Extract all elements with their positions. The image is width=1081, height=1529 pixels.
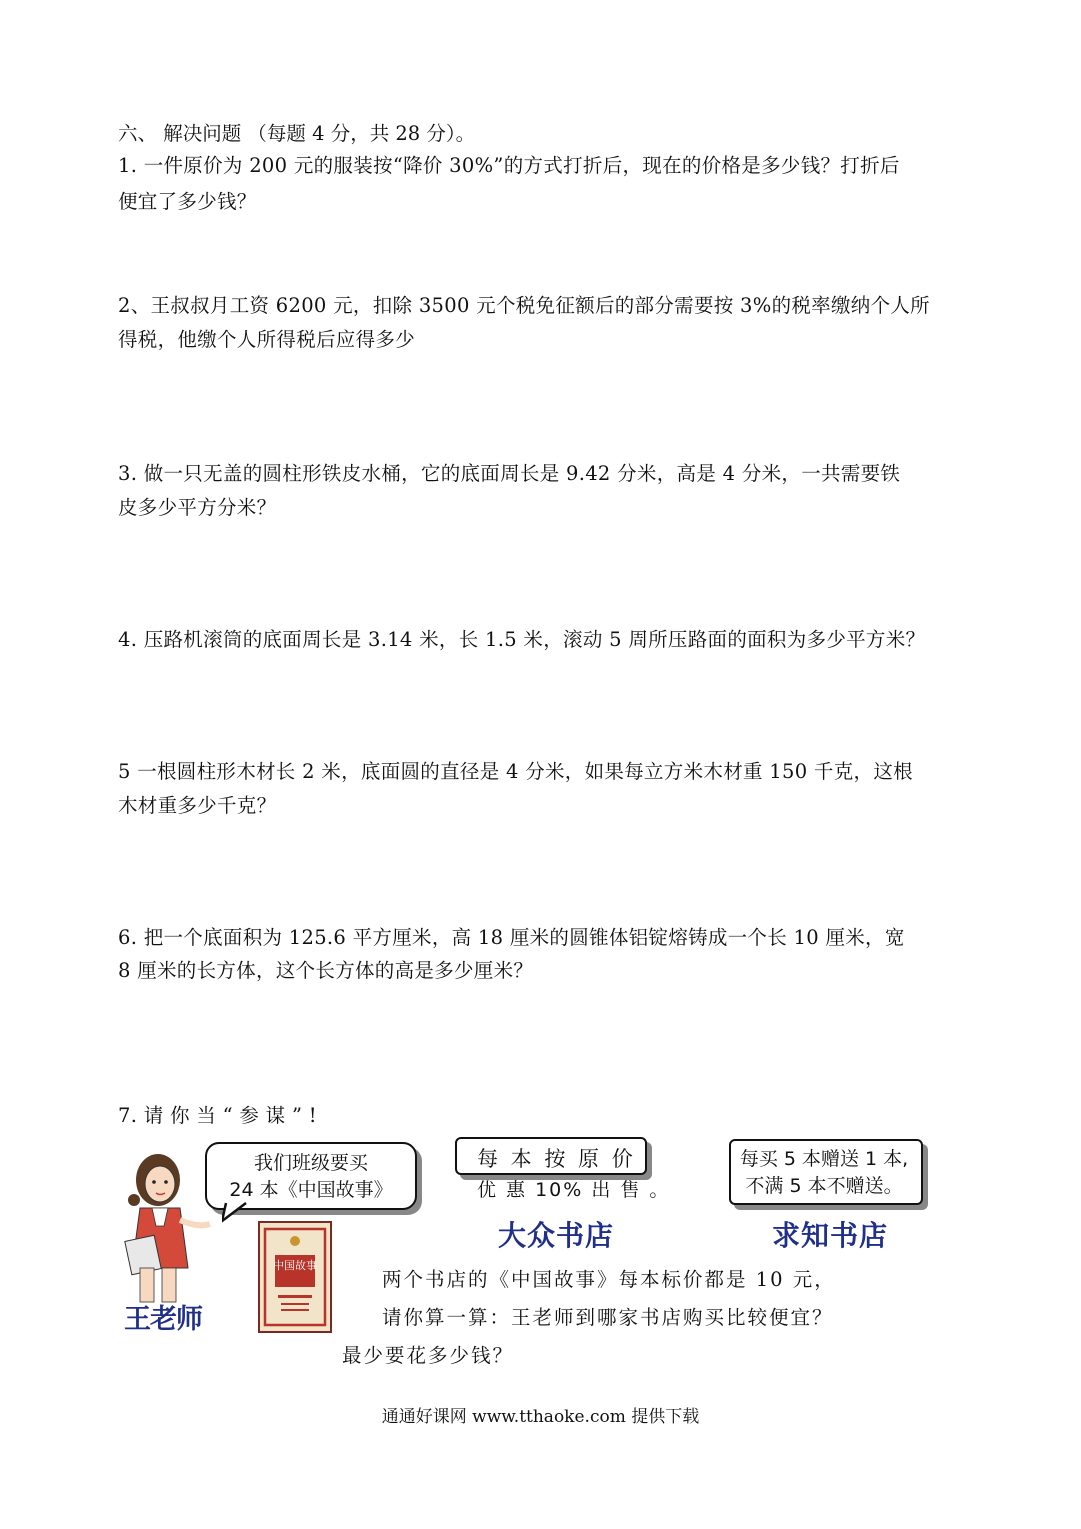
problem-5-line-1: 5 一根圆柱形木材长 2 米，底面圆的直径是 4 分米，如果每立方米木材重 150 千克，这根	[118, 760, 913, 783]
dazhong-sign-line-2: 优 惠 10% 出 售 。	[477, 1179, 671, 1201]
qiuzhi-store-name: 求知书店	[772, 1219, 889, 1252]
dazhong-store-name: 大众书店	[498, 1219, 615, 1252]
problem-4-line-1: 4. 压路机滚筒的底面周长是 3.14 米，长 1.5 米，滚动 5 周所压路面的面积为多少平方米？	[118, 628, 926, 651]
problem-7-title: 7. 请 你 当 “ 参 谋 ” !	[118, 1104, 317, 1127]
footer-text: 通通好课网 www.tthaoke.com 提供下载	[381, 1407, 700, 1427]
problem-6-line-2: 8 厘米的长方体，这个长方体的高是多少厘米？	[118, 959, 534, 982]
book-title-top: 中国故事	[273, 1259, 317, 1272]
problem-2-line-2: 得税，他缴个人所得税后应得多少	[118, 328, 416, 351]
problem-2-line-1: 2、王叔叔月工资 6200 元，扣除 3500 元个税免征额后的部分需要按 3%的税率缴纳个人所	[118, 294, 930, 317]
problem-7-text-line-2: 请你算一算：王老师到哪家书店购买比较便宜？	[382, 1306, 834, 1329]
problem-7-text-line-3: 最少要花多少钱？	[342, 1344, 515, 1367]
problem-1-line-2: 便宜了多少钱？	[118, 190, 257, 213]
section-title: 六、 解决问题 （每题 4 分，共 28 分）。	[118, 122, 476, 145]
problem-1-line-1: 1. 一件原价为 200 元的服装按“降价 30%”的方式打折后，现在的价格是多少钱？打折后	[118, 154, 900, 177]
teacher-illustration	[118, 1148, 213, 1308]
book-cover-illustration	[258, 1221, 332, 1333]
problem-3-line-1: 3. 做一只无盖的圆柱形铁皮水桶，它的底面周长是 9.42 分米，高是 4 分米，一共需要铁	[118, 462, 901, 485]
qiuzhi-sign-line-1: 每买 5 本赠送 1 本,	[739, 1148, 909, 1170]
teacher-bubble-line-2: 24 本《中国故事》	[229, 1179, 393, 1201]
problem-3-line-2: 皮多少平方分米？	[118, 496, 277, 519]
teacher-bubble-line-1: 我们班级要买	[253, 1152, 368, 1174]
problem-5-line-2: 木材重多少千克？	[118, 794, 277, 817]
dazhong-sign-line-1: 每 本 按 原 价	[477, 1147, 636, 1171]
qiuzhi-sign-line-2: 不满 5 本不赠送。	[745, 1175, 903, 1197]
problem-7-text-line-1: 两个书店的《中国故事》每本标价都是 10 元，	[382, 1268, 836, 1291]
speech-tail-icon	[222, 1201, 252, 1223]
problem-6-line-1: 6. 把一个底面积为 125.6 平方厘米，高 18 厘米的圆锥体铝锭熔铸成一个长 10 厘米，宽	[118, 926, 905, 949]
teacher-speech-bubble	[205, 1142, 417, 1210]
teacher-name: 王老师	[124, 1304, 202, 1335]
